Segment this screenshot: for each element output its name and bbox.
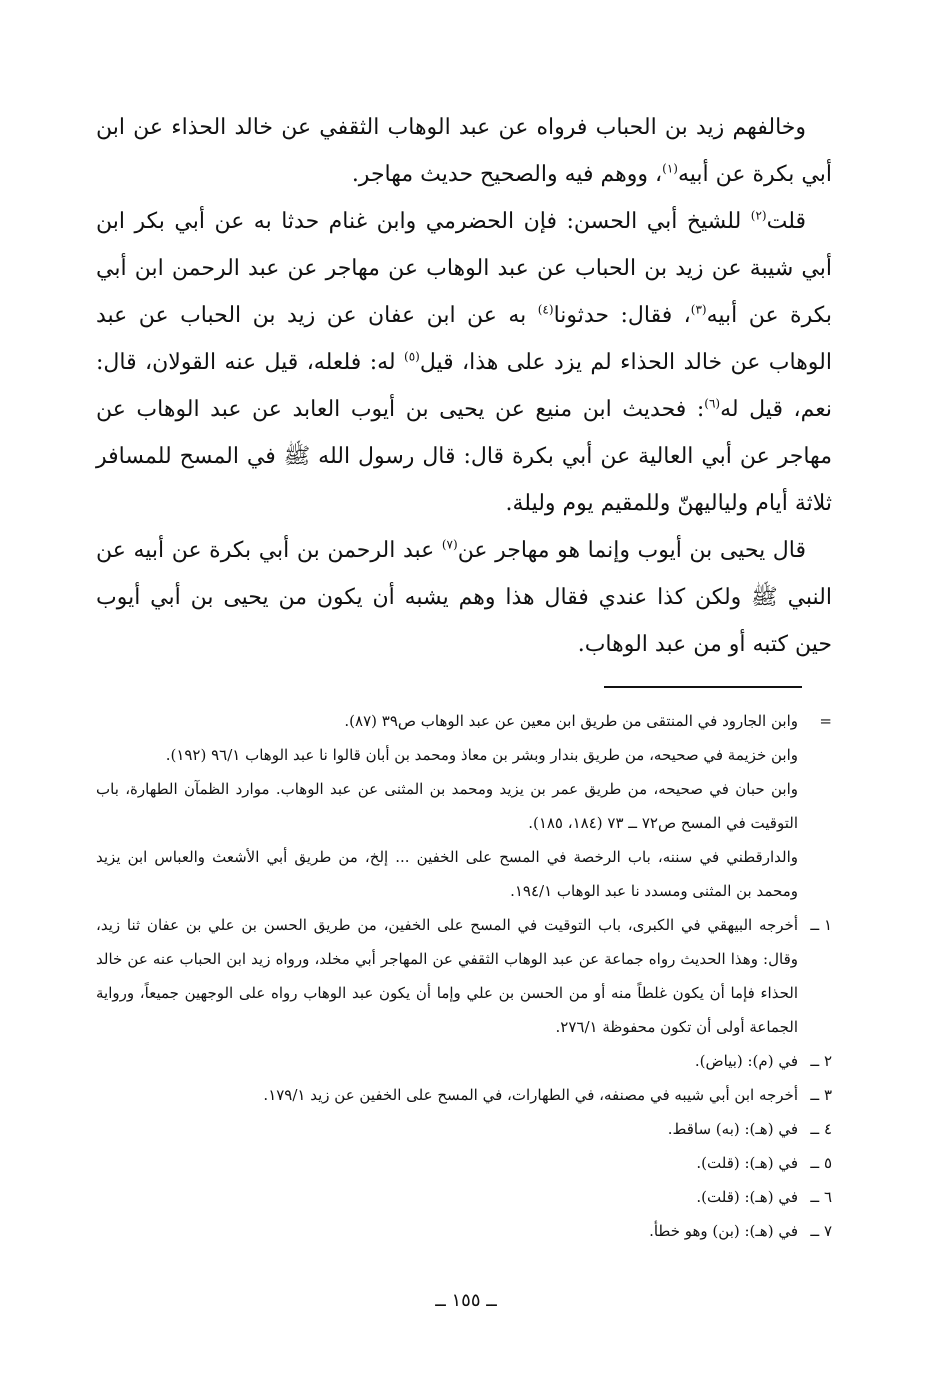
footnote-number: ٣ ــ bbox=[810, 1086, 832, 1104]
footnote bbox=[96, 738, 832, 772]
footnote-text: وابن حبان في صحيحه، من طريق عمر بن يزيد ومحمد بن المثنى عن عبد الوهاب. موارد الظمآن الطهارة، باب التوقيت في المسح ص٧٢ ــ ٧٣ (١٨٤، ١٨٥). bbox=[96, 780, 798, 832]
paragraph-3 bbox=[96, 527, 832, 668]
text-run: وخالفهم زيد بن الحباب فرواه عن عبد الوهاب الثقفي عن خالد الحذاء عن ابن أبي بكرة عن أبيه bbox=[96, 115, 832, 187]
text-run: ، ووهم فيه والصحيح حديث مهاجر. bbox=[351, 162, 663, 187]
text-run: قلت bbox=[766, 209, 806, 234]
footnote-text: في (هـ): (بن) وهو خطأ. bbox=[649, 1222, 798, 1240]
footnote-text: وابن الجارود في المنتقى من طريق ابن معين عن عبد الوهاب ص٣٩ (٨٧). bbox=[344, 712, 798, 730]
footnote bbox=[96, 908, 832, 1044]
footnote-text: أخرجه البيهقي في الكبرى، باب التوقيت في المسح على الخفين، من طريق الحسن بن علي بن عفان ثنا زيد، وقال: وهذا الحديث رواه جماعة عن عبد الوهاب الثقفي عن المهاجر أبي مخلد، ورواه زيد ابن الحباب عنه عن خالد الحذاء فإما أن يكون غلطاً منه أو من الحسن بن علي وإما أن يكون عبد الوهاب رواه على الوجهين جميعاً، ورواية الجماعة أولى أن تكون محفوظة ٢٧٦/١. bbox=[96, 916, 798, 1036]
footnote-number: ٤ ــ bbox=[810, 1120, 832, 1138]
footnote-ref: (٣) bbox=[690, 302, 707, 317]
footnote-text: في (هـ): (به) ساقط. bbox=[667, 1120, 798, 1138]
footnote-ref: (٥) bbox=[404, 349, 420, 364]
footnote bbox=[96, 1078, 832, 1112]
text-run: به عن ابن عفان عن زيد بن الحباب عن عبد الوهاب عن خالد الحذاء لم يزد على هذا، قيل bbox=[96, 303, 832, 375]
footnote-ref: (٦) bbox=[704, 396, 721, 411]
footnote-text: وابن خزيمة في صحيحه، من طريق بندار وبشر بن معاذ ومحمد بن أبان قالوا نا عبد الوهاب ٩٦/١ (١٩٢). bbox=[165, 746, 798, 764]
footnote bbox=[96, 1180, 832, 1214]
footnote bbox=[96, 772, 832, 840]
footnote bbox=[96, 840, 832, 908]
footnote-ref: (٧) bbox=[441, 537, 458, 552]
paragraph-2 bbox=[96, 198, 832, 527]
footnote-number: = bbox=[819, 712, 832, 730]
main-text bbox=[96, 104, 832, 668]
footnote-text: في (م): (بياض). bbox=[694, 1052, 798, 1070]
text-run: قال يحيى بن أيوب وإنما هو مهاجر عن bbox=[457, 538, 806, 563]
text-run: عبد الرحمن بن أبي بكرة عن أبيه عن النبي ﷺ ولكن كذا عندي فقال هذا وهم يشبه أن يكون من يحيى بن أبي أيوب حين كتبه أو من عبد الوهاب. bbox=[96, 538, 832, 657]
footnote bbox=[96, 1112, 832, 1146]
footnote-separator bbox=[604, 686, 802, 688]
footnote-number: ٧ ــ bbox=[810, 1222, 832, 1240]
footnote bbox=[96, 704, 832, 738]
text-run: ، فقال: حدثونا bbox=[553, 303, 691, 328]
footnote-text: في (هـ): (قلت). bbox=[696, 1154, 798, 1172]
paragraph-1 bbox=[96, 104, 832, 198]
footnote-number: ١ ــ bbox=[810, 916, 832, 934]
footnote bbox=[96, 1044, 832, 1078]
footnote-text: أخرجه ابن أبي شيبه في مصنفه، في الطهارات، في المسح على الخفين عن زيد ١٧٩/١. bbox=[263, 1086, 798, 1104]
text-run: للشيخ أبي الحسن: فإن الحضرمي وابن غنام حدثا به عن أبي بكر ابن أبي شيبة عن زيد بن الحباب عن عبد الوهاب عن مهاجر عن عبد الرحمن ابن أبي بكرة عن أبيه bbox=[96, 209, 832, 328]
footnote-ref: (٢) bbox=[750, 208, 767, 223]
page-number: ــ ١٥٥ ــ bbox=[435, 1290, 497, 1311]
text-run: له: فلعله، قيل عنه القولان، قال: نعم، قيل له bbox=[96, 350, 833, 422]
footnote-ref: (٤) bbox=[537, 302, 554, 317]
footnote-number: ٦ ــ bbox=[810, 1188, 832, 1206]
footnote-number: ٢ ــ bbox=[810, 1052, 832, 1070]
footnotes bbox=[96, 704, 832, 1248]
footnote bbox=[96, 1214, 832, 1248]
text-run: : فحديث ابن منيع عن يحيى بن أيوب العابد عن عبد الوهاب عن مهاجر عن أبي العالية عن أبي بكرة قال: قال رسول الله ﷺ في المسح للمسافر ثلاثة أيام ولياليهنّ وللمقيم يوم وليلة. bbox=[96, 397, 832, 516]
footnote-number: ٥ ــ bbox=[810, 1154, 832, 1172]
footnote-ref: (١) bbox=[662, 161, 678, 176]
footnote-text: في (هـ): (قلت). bbox=[696, 1188, 798, 1206]
footnote-text: والدارقطني في سننه، باب الرخصة في المسح على الخفين ... إلخ، من طريق أبي الأشعث والعباس ابن يزيد ومحمد بن المثنى ومسدد نا عبد الوهاب ١٩٤/١. bbox=[96, 848, 798, 900]
footnote bbox=[96, 1146, 832, 1180]
